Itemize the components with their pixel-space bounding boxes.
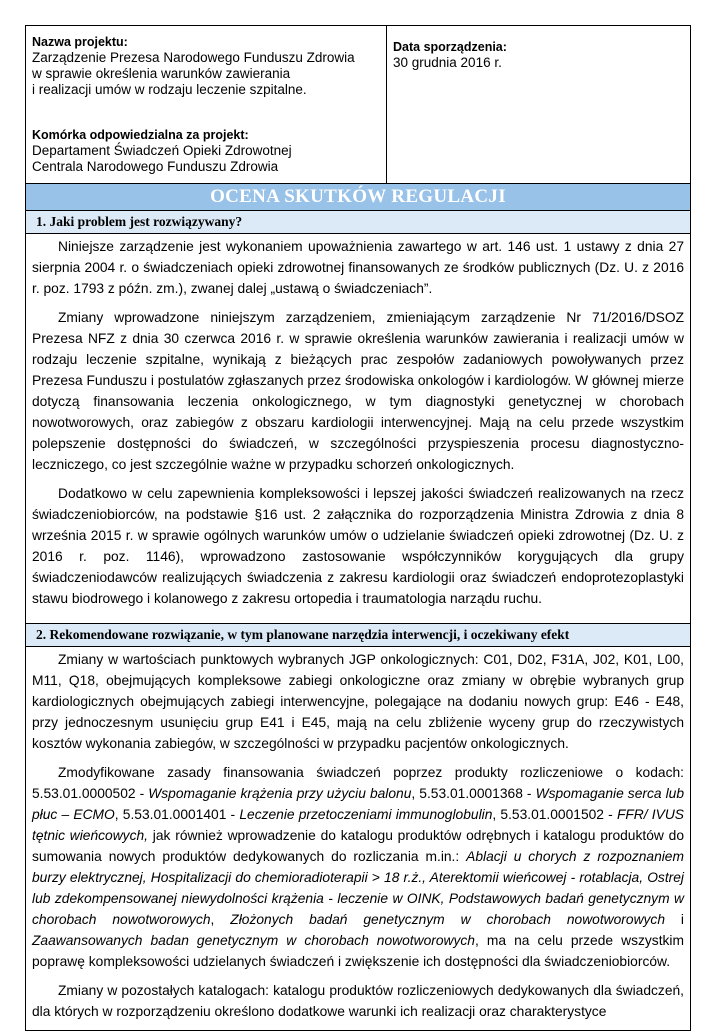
project-name-label: Nazwa projektu: xyxy=(32,35,128,49)
date-value: 30 grudnia 2016 r. xyxy=(393,55,502,70)
document-title: OCENA SKUTKÓW REGULACJI xyxy=(26,184,690,211)
osr-document xyxy=(25,25,691,1031)
header-table xyxy=(26,26,690,184)
section-1-paragraph-1: Niniejsze zarządzenie jest wykonaniem upoważnienia zawartego w art. 146 ust. 1 ustawy z dnia 27 sierpnia 2004 r. o świadczeniach opieki zdrowotnej finansowanych ze środków publicznych (Dz. U. z 2016 r. poz. 1793 z późn. zm.), zwanej dalej „ustawą o świadczeniach”. xyxy=(32,239,684,296)
section-2-paragraph-3: Zmiany w pozostałych katalogach: katalogu produktów rozliczeniowych dedykowanych dla świadczeń, dla których w rozporządzeniu określono dodatkowe warunki ich realizacji oraz charakterystyce xyxy=(32,983,684,1019)
section-2-body xyxy=(26,647,690,1022)
section-2-paragraph-2: Zmodyfikowane zasady finansowania świadczeń poprzez produkty rozliczeniowe o kodach: 5.53.01.0000502 - Wspomaganie krążenia przy użyciu balonu, 5.53.01.0001368 - Wspomaganie serca lub płuc – ECMO, 5.53.01.0001401 - Leczenie przetoczeniami immunoglobulin, 5.53.01.0001502 - FFR/ IVUS tętnic wieńcowych, jak również wprowadzenie do katalogu produktów odrębnych i katalogu produktów do sumowania nowych produktów dedykowanych do rozliczania m.in.: Ablacji u chorych z rozpoznaniem burzy elektrycznej, Hospitalizacji do chemioradioterapii > 18 r.ż., Aterektomii wieńcowej - rotablacja, Ostrej lub zdekompensowanej niewydolności krążenia - leczenie w OINK, Podstawowych badań genetycznym w chorobach nowotworowych, Złożonych badań genetycznym w chorobach nowotworowych i Zaawansowanych badan genetycznym w chorobach nowotworowych, ma na celu przede wszystkim poprawę kompleksowości udzielanych świadczeń i zwiększenie ich dostępności dla świadczeniobiorców. xyxy=(32,765,684,969)
project-name-value: Zarządzenie Prezesa Narodowego Funduszu Zdrowia w sprawie określenia warunków zawierania i realizacji umów w rodzaju leczenie szpitalne. xyxy=(32,50,355,97)
date-label: Data sporządzenia: xyxy=(393,40,507,54)
header-left-cell xyxy=(26,26,387,183)
responsible-unit-value: Departament Świadczeń Opieki Zdrowotnej Centrala Narodowego Funduszu Zdrowia xyxy=(32,143,292,174)
section-2-heading: 2. Rekomendowane rozwiązanie, w tym planowane narzędzia interwencji, i oczekiwany efekt xyxy=(26,624,690,647)
responsible-unit-label: Komórka odpowiedzialna za projekt: xyxy=(32,128,249,142)
section-1-paragraph-2: Zmiany wprowadzone niniejszym zarządzeniem, zmieniającym zarządzenie Nr 71/2016/DSOZ Prezesa NFZ z dnia 30 czerwca 2016 r. w sprawie określenia warunków zawierania i realizacji umów w rodzaju leczenie szpitalne, wynikają z bieżących prac zespołów zadaniowych powoływanych przez Prezesa Funduszu i postulatów zgłaszanych przez środowiska onkologów i kardiologów. W głównej mierze dotyczą finansowania leczenia onkologicznego, w tym diagnostyki genetycznej w chorobach nowotworowych, oraz zabiegów z obszaru kardiologii interwencyjnej. Mają na celu przede wszystkim polepszenie dostępności do świadczeń, w szczególności przyspieszenia procesu diagnostyczno-leczniczego, co jest szczególnie ważne w przypadku schorzeń onkologicznych. xyxy=(32,310,684,472)
section-1-heading: 1. Jaki problem jest rozwiązywany? xyxy=(26,211,690,234)
section-1-body xyxy=(26,234,690,624)
section-1-paragraph-3: Dodatkowo w celu zapewnienia kompleksowości i lepszej jakości świadczeń realizowanych na rzecz świadczeniobiorców, na podstawie §16 ust. 2 załącznika do rozporządzenia Ministra Zdrowia z dnia 8 września 2015 r. w sprawie ogólnych warunków umów o udzielanie świadczeń opieki zdrowotnej (Dz. U. z 2016 r. poz. 1146), wprowadzono zastosowanie współczynników korygujących dla grupy świadczeniodawców realizujących świadczenia z zakresu kardiologii oraz świadczeń endoprotezoplastyki stawu biodrowego i kolanowego z zakresu ortopedia i traumatologia narządu ruchu. xyxy=(32,486,684,606)
section-2-paragraph-1: Zmiany w wartościach punktowych wybranych JGP onkologicznych: C01, D02, F31A, J02, K01, L00, M11, Q18, obejmujących kompleksowe zabiegi onkologiczne oraz zmiany w obrębie wybranych grup kardiologicznych obejmujących zabiegi interwencyjne, polegające na dodaniu nowych grup: E46 - E48, przy jednoczesnym usunięciu grup E41 i E45, mają na celu zbliżenie wyceny grup do rzeczywistych kosztów wykonania zabiegów, w szczególności w przypadku pacjentów onkologicznych. xyxy=(32,652,684,751)
header-right-cell xyxy=(387,26,690,183)
